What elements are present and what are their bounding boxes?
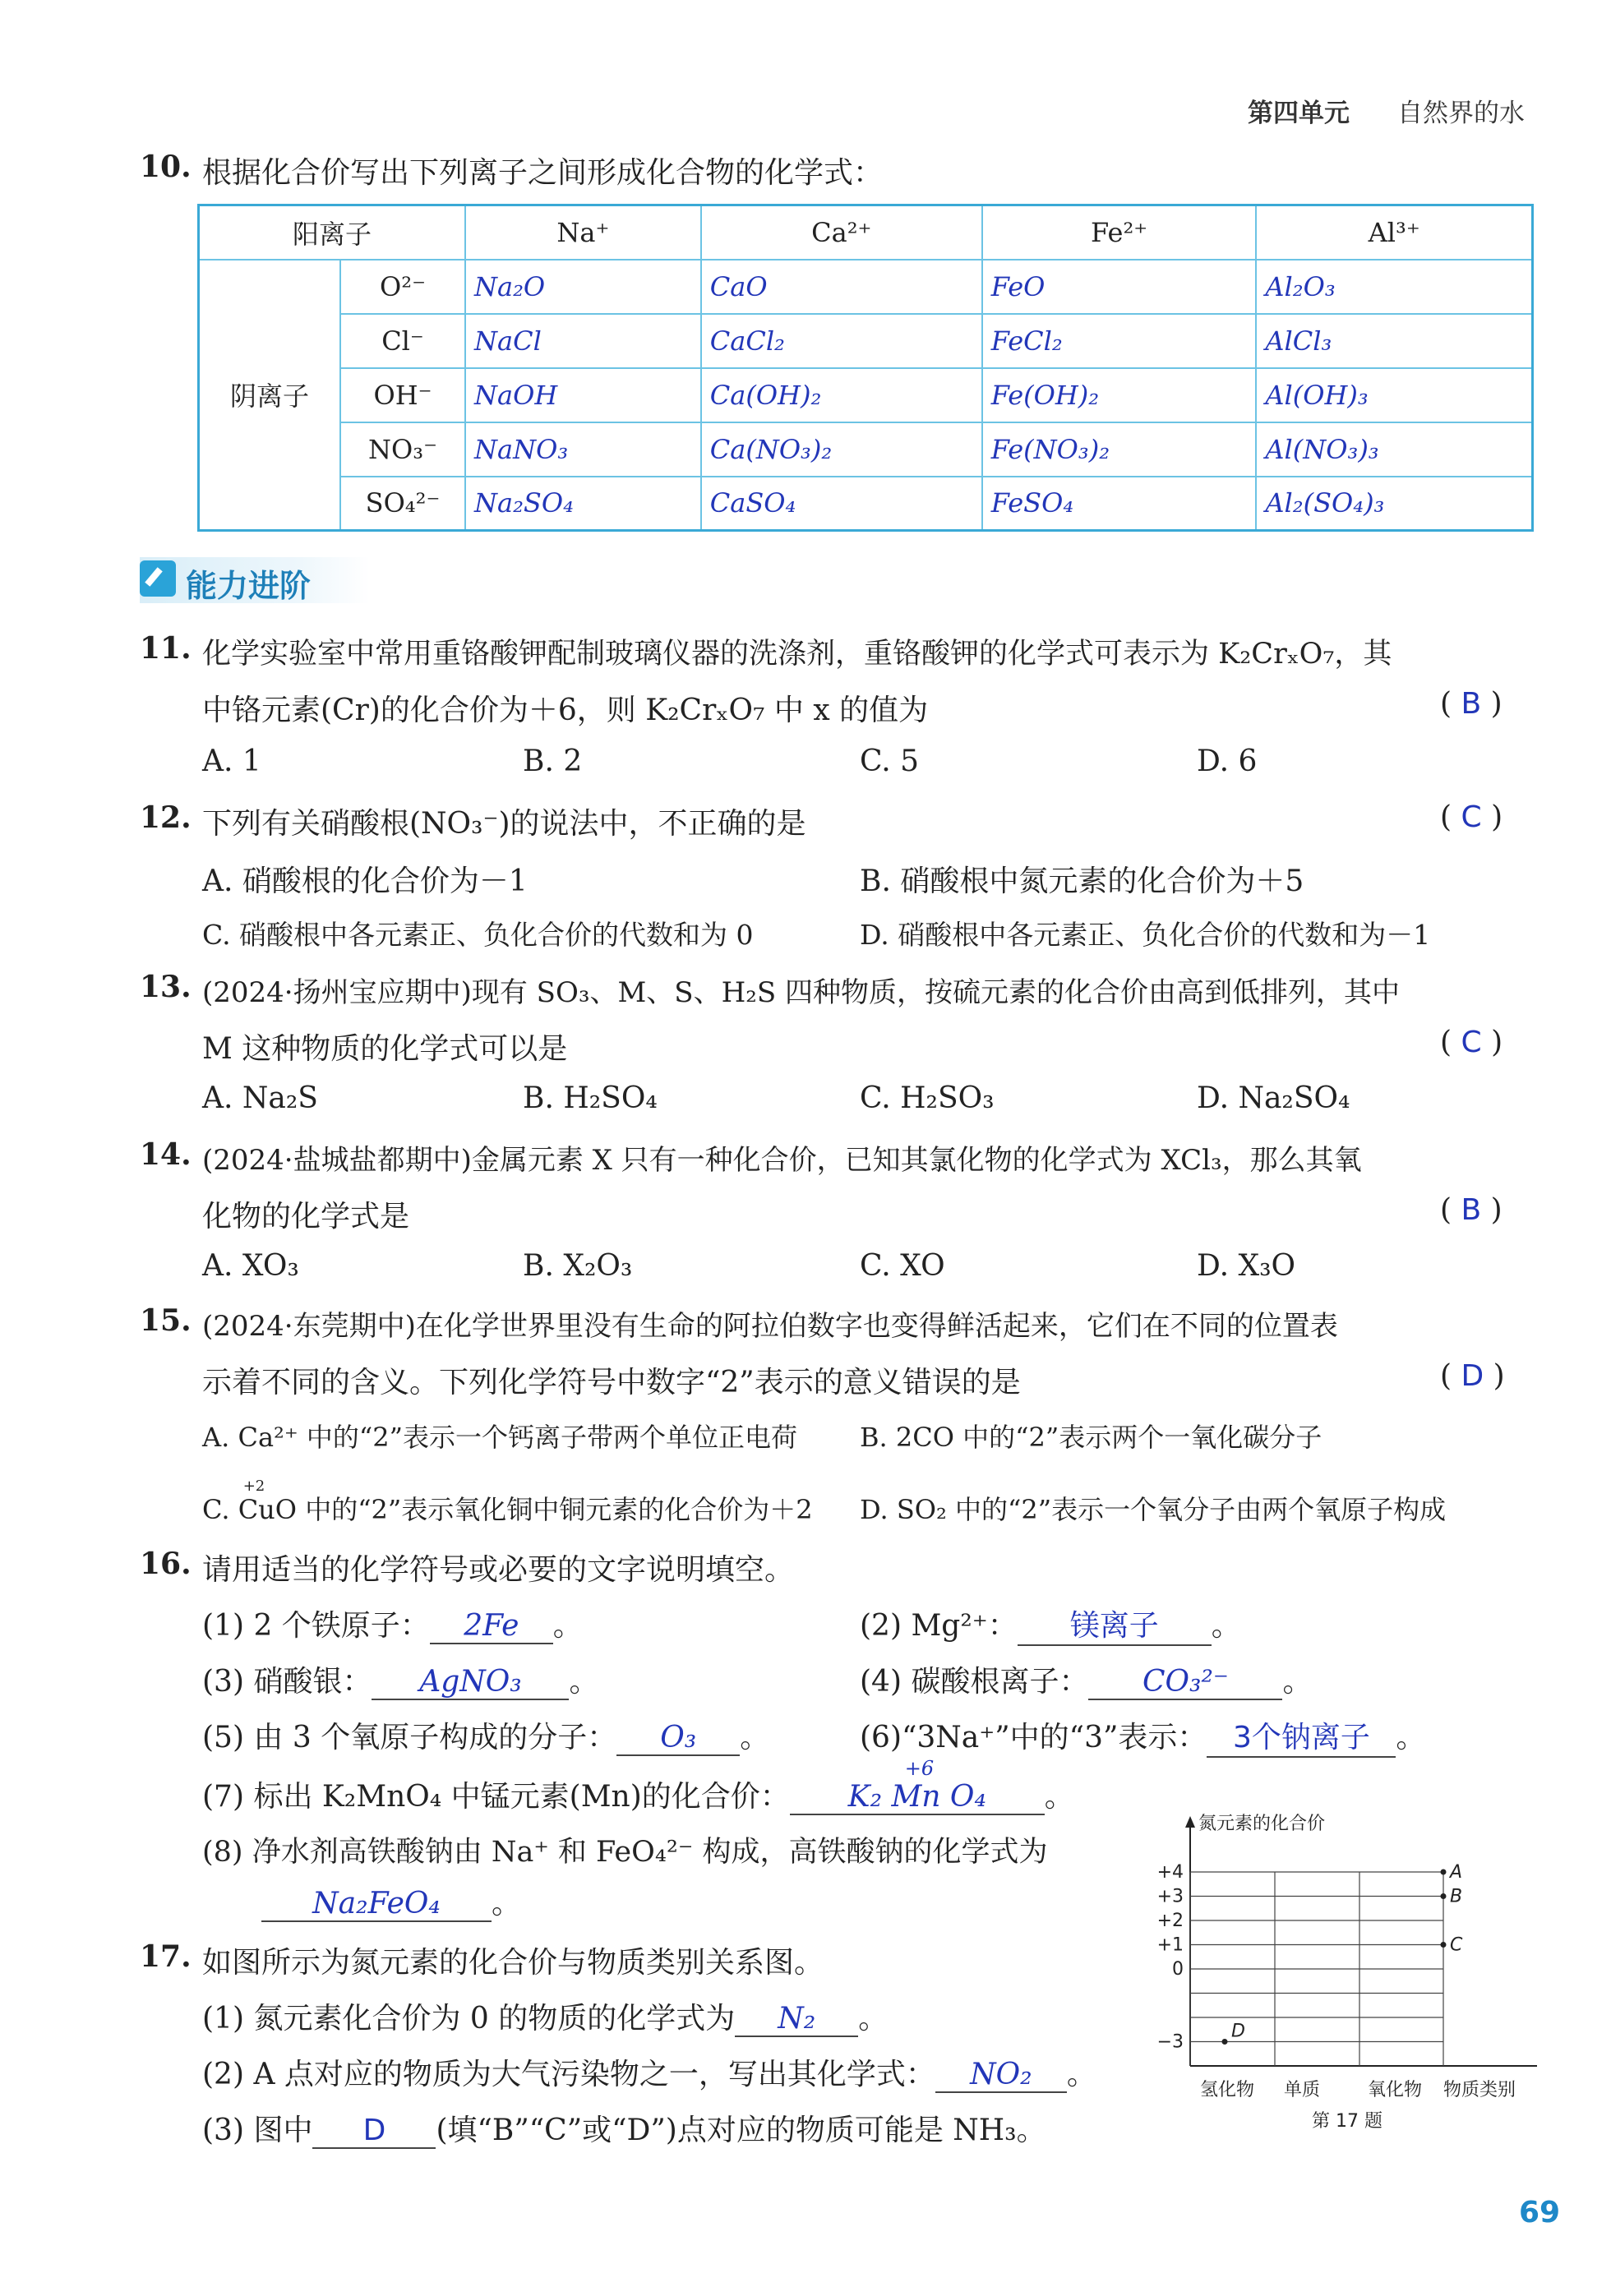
q11-option-b: B. 2 (523, 745, 583, 778)
y-tick-label: +4 (1156, 1862, 1184, 1883)
y-tick-label: −3 (1156, 2031, 1184, 2053)
q15-answer: D (1461, 1359, 1484, 1393)
answer-cell: NaNO₃ (465, 422, 701, 477)
category-label: 氧化物 (1368, 2080, 1423, 2100)
point-label: A (1450, 1862, 1463, 1883)
fill-blank: +6 K₂ Mn O₄ (790, 1780, 1045, 1815)
q15-answer-bracket: ( D ) (1440, 1359, 1505, 1393)
answer-cell: Al(OH)₃ (1256, 368, 1532, 422)
q14-option-d: D. X₃O (1197, 1249, 1296, 1283)
q11-number: 11. (140, 631, 192, 666)
q12-line1: 下列有关硝酸根(NO₃⁻)的说法中，不正确的是 (202, 807, 806, 841)
answer-cell: CaSO₄ (701, 477, 982, 531)
q15-option-d: D. SO₂ 中的“2”表示一个氧分子由两个氧原子构成 (860, 1494, 1447, 1525)
point-a (1441, 1870, 1447, 1875)
fill-blank: Na₂FeO₄ (261, 1887, 492, 1922)
q11-option-a: A. 1 (202, 745, 261, 778)
answer-cell: FeCl₂ (982, 314, 1257, 368)
q11-line1: 化学实验室中常用重铬酸钾配制玻璃仪器的洗涤剂，重铬酸钾的化学式可表示为 K₂CrₓO₇，其 (202, 638, 1392, 671)
q17-number: 17. (140, 1939, 192, 1974)
q16-part2: (2) Mg²⁺： 镁离子 。 (860, 1602, 1241, 1646)
fill-blank: 镁离子 (1018, 1602, 1212, 1646)
q16-part5: (5) 由 3 个氧原子构成的分子： O₃ 。 (202, 1721, 770, 1754)
point-label: C (1450, 1934, 1463, 1956)
category-label: 氢化物 (1200, 2080, 1255, 2100)
valence-mark: +6 (904, 1757, 935, 1780)
category-label: 单质 (1284, 2080, 1321, 2100)
anion-cl: Cl⁻ (340, 314, 465, 368)
q16-part3: (3) 硝酸银： AgNO₃ 。 (202, 1665, 599, 1699)
q15-option-b: B. 2CO 中的“2”表示两个一氧化碳分子 (860, 1422, 1322, 1453)
q14-answer-bracket: ( B ) (1440, 1193, 1503, 1227)
anion-no3: NO₃⁻ (340, 422, 465, 477)
page-number: 69 (1519, 2196, 1561, 2229)
q13-option-c: C. H₂SO₃ (860, 1081, 995, 1115)
q10-text: 根据化合价写出下列离子之间形成化合物的化学式： (202, 156, 884, 190)
y-tick-label: +3 (1156, 1886, 1184, 1907)
q15-formula: CuO (238, 1494, 298, 1525)
chapter-title: 自然界的水 (1397, 99, 1525, 128)
q14-option-b: B. X₂O₃ (523, 1249, 633, 1283)
q15-option-c-prefix: C. (202, 1494, 238, 1525)
q12-option-d: D. 硝酸根中各元素正、负化合价的代数和为－1 (860, 919, 1431, 951)
q12-option-c: C. 硝酸根中各元素正、负化合价的代数和为 0 (202, 919, 754, 951)
answer-cell: CaCl₂ (701, 314, 982, 368)
q15-option-c-text: 中的“2”表示氧化铜中铜元素的化合价为＋2 (297, 1494, 813, 1525)
cation-header: 阳离子 (199, 205, 466, 260)
q11-answer-bracket: ( B ) (1440, 687, 1503, 721)
ion-table (197, 204, 1534, 532)
cation-al: Al³⁺ (1256, 205, 1532, 260)
q15-valence-mark: +2 (242, 1478, 265, 1495)
q15-option-a: A. Ca²⁺ 中的“2”表示一个钙离子带两个单位正电荷 (202, 1422, 797, 1453)
chart-caption: 第 17 题 (1312, 2111, 1383, 2132)
answer-cell: Na₂O (465, 260, 701, 314)
q13-number: 13. (140, 970, 192, 1004)
q13-option-a: A. Na₂S (202, 1081, 318, 1115)
q11-option-d: D. 6 (1197, 745, 1258, 778)
answer-cell: Fe(OH)₂ (982, 368, 1257, 422)
q12-option-b: B. 硝酸根中氮元素的化合价为＋5 (860, 864, 1304, 898)
cation-ca: Ca²⁺ (701, 205, 982, 260)
q17-text: 如图所示为氮元素的化合价与物质类别关系图。 (202, 1946, 824, 1980)
q16-part1: (1) 2 个铁原子： 2Fe 。 (202, 1609, 583, 1643)
q10-number: 10. (140, 150, 192, 184)
q16-text: 请用适当的化学符号或必要的文字说明填空。 (202, 1553, 795, 1587)
q11-answer: B (1461, 687, 1482, 721)
answer-cell: AlCl₃ (1256, 314, 1532, 368)
fill-blank: NO₂ (935, 2058, 1067, 2093)
q11-line2: 中铬元素(Cr)的化合价为＋6，则 K₂CrₓO₇ 中 x 的值为 (202, 694, 929, 727)
point-label: D (1231, 2021, 1245, 2042)
q16-part8: (8) 净水剂高铁酸钠由 Na⁺ 和 FeO₄²⁻ 构成，高铁酸钠的化学式为 (202, 1836, 1048, 1869)
q14-line1: (2024·盐城盐都期中)金属元素 X 只有一种化合价，已知其氯化物的化学式为 XCl₃，那么其氧 (202, 1144, 1362, 1177)
q16-part4: (4) 碳酸根离子： CO₃²⁻ 。 (860, 1665, 1313, 1699)
answer-cell: Al₂(SO₄)₃ (1256, 477, 1532, 531)
chart-title: 氮元素的化合价 (1198, 1814, 1326, 1834)
fill-blank: O₃ (616, 1721, 740, 1756)
y-tick-label: +2 (1156, 1911, 1184, 1931)
anion-so4: SO₄²⁻ (340, 477, 465, 531)
fill-blank: D (312, 2114, 436, 2149)
q15-option-c (202, 1478, 813, 1527)
fill-blank: AgNO₃ (372, 1665, 569, 1700)
answer-cell: NaCl (465, 314, 701, 368)
q15-line1: (2024·东莞期中)在化学世界里没有生命的阿拉伯数字也变得鲜活起来，它们在不同的位置表 (202, 1310, 1338, 1343)
answer-cell: Al(NO₃)₃ (1256, 422, 1532, 477)
answer-cell: NaOH (465, 368, 701, 422)
q13-answer-bracket: ( C ) (1440, 1026, 1503, 1059)
x-axis-label: 物质类别 (1443, 2080, 1516, 2100)
q15-line2: 示着不同的含义。下列化学符号中数字“2”表示的意义错误的是 (202, 1366, 1021, 1399)
q13-line2: M 这种物质的化学式可以是 (202, 1032, 568, 1066)
anion-header: 阴离子 (199, 260, 341, 531)
q16-number: 16. (140, 1547, 192, 1581)
q17-part2: (2) A 点对应的物质为大气污染物之一，写出其化学式： NO₂ 。 (202, 2058, 1096, 2091)
answer-cell: Al₂O₃ (1256, 260, 1532, 314)
answer-cell: Ca(NO₃)₂ (701, 422, 982, 477)
q14-number: 14. (140, 1137, 192, 1172)
q16-part6: (6)“3Na⁺”中的“3”表示： 3个钠离子 。 (860, 1714, 1425, 1758)
point-label: B (1450, 1886, 1463, 1907)
y-tick-label: 0 (1172, 1959, 1184, 1980)
q16-part7: (7) 标出 K₂MnO₄ 中锰元素(Mn)的化合价： +6 K₂ Mn O₄ 。 (202, 1757, 1074, 1814)
pencil-icon (140, 560, 176, 597)
section-heading (140, 557, 370, 603)
q13-option-d: D. Na₂SO₄ (1197, 1081, 1350, 1115)
anion-o: O²⁻ (340, 260, 465, 314)
answer-cell: Fe(NO₃)₂ (982, 422, 1257, 477)
q13-line1: (2024·扬州宝应期中)现有 SO₃、M、S、H₂S 四种物质，按硫元素的化合价由高到低排列，其中 (202, 976, 1400, 1009)
q12-answer: C (1461, 800, 1482, 834)
q13-answer: C (1461, 1026, 1482, 1059)
q15-number: 15. (140, 1303, 192, 1338)
q14-answer: B (1461, 1193, 1482, 1227)
fill-blank: 2Fe (430, 1609, 553, 1644)
q12-number: 12. (140, 800, 192, 835)
q17-part3: (3) 图中 D (填“B”“C”或“D”)点对应的物质可能是 NH₃。 (202, 2114, 1046, 2147)
anion-oh: OH⁻ (340, 368, 465, 422)
q11-option-c: C. 5 (860, 745, 920, 778)
cation-na: Na⁺ (465, 205, 701, 260)
answer-cell: FeO (982, 260, 1257, 314)
y-tick-label: +1 (1156, 1934, 1184, 1956)
q14-option-a: A. XO₃ (202, 1249, 299, 1283)
y-axis-arrow (1185, 1816, 1195, 1828)
answer-cell: Na₂SO₄ (465, 477, 701, 531)
fill-blank: CO₃²⁻ (1088, 1665, 1282, 1700)
q12-answer-bracket: ( C ) (1440, 800, 1503, 834)
unit-label: 第四单元 (1248, 99, 1350, 128)
q13-option-b: B. H₂SO₄ (523, 1081, 658, 1115)
q14-line2: 化物的化学式是 (202, 1200, 410, 1233)
fill-blank: N₂ (735, 2002, 858, 2037)
q17-part1: (1) 氮元素化合价为 0 的物质的化学式为 N₂ 。 (202, 2002, 889, 2036)
fill-blank: 3个钠离子 (1207, 1714, 1396, 1758)
point-c (1441, 1942, 1447, 1948)
q16-part8-answer: Na₂FeO₄ 。 (261, 1880, 521, 1922)
answer-cell: CaO (701, 260, 982, 314)
cation-fe: Fe²⁺ (982, 205, 1257, 260)
point-b (1441, 1893, 1447, 1899)
section-title: 能力进阶 (186, 568, 312, 604)
point-d (1222, 2039, 1228, 2045)
answer-cell: Ca(OH)₂ (701, 368, 982, 422)
q12-option-a: A. 硝酸根的化合价为－1 (202, 864, 528, 898)
q14-option-c: C. XO (860, 1249, 945, 1283)
answer-cell: FeSO₄ (982, 477, 1257, 531)
valence-chart (1151, 1806, 1562, 2143)
